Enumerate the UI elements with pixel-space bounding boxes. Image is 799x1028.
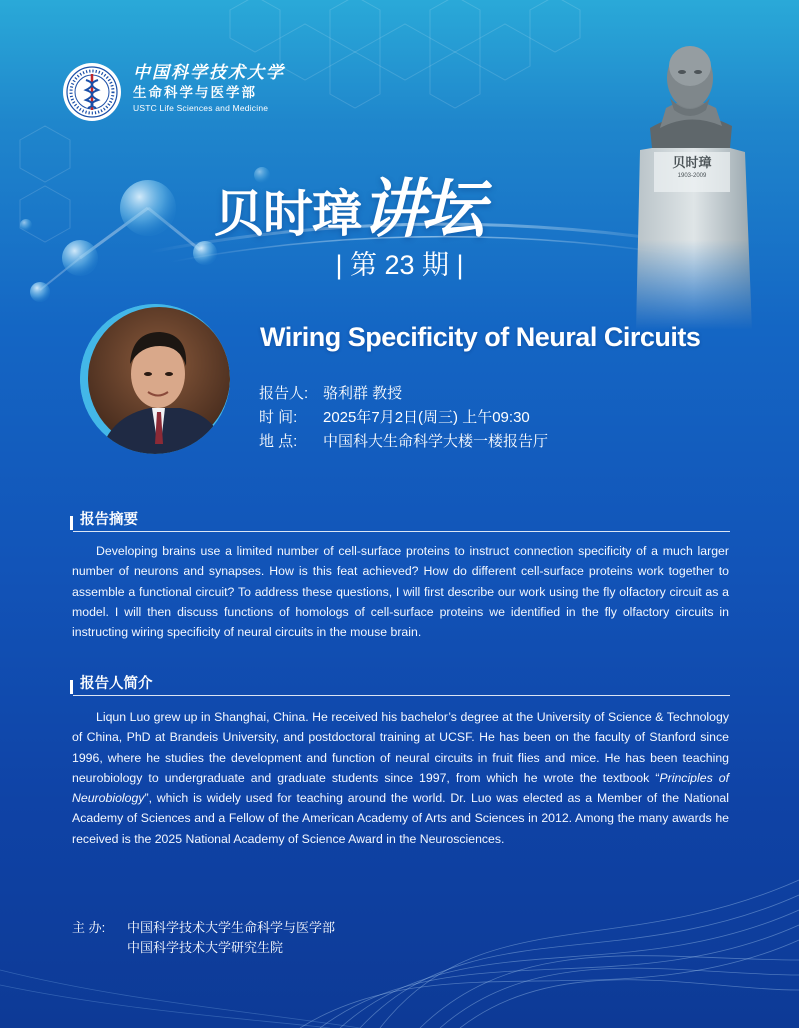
heading-marker xyxy=(70,680,73,694)
series-name: 贝时璋 xyxy=(214,185,361,243)
bio-heading xyxy=(70,672,730,694)
lecture-series-title xyxy=(214,158,481,250)
host-line1: 中国科学技术大学生命科学与医学部 xyxy=(127,920,336,935)
series-calligraphy: 讲坛 xyxy=(361,172,481,247)
org-name-en: USTC Life Sciences and Medicine xyxy=(133,103,269,113)
abstract-text: Developing brains use a limited number of cell-surface proteins to instruct connection specificity of a much larger number of neurons and synapses. How is this feat achieved? How do different cell-surface proteins work together to assemble a functional circuit? To address these questions, I will first describe our work using the fly olfactory circuit as a model. I will then discuss functions of homologs of cell-surface proteins we identified in the fly olfactory circuits in instructing wiring specificity of neural circuits in the mouse brain. xyxy=(72,544,729,640)
place-row xyxy=(259,430,548,451)
host-block xyxy=(72,918,335,958)
heading-divider xyxy=(73,531,730,532)
heading-divider xyxy=(73,695,730,696)
abstract-heading xyxy=(70,508,730,530)
bio-book-title: Principles of Neurobiology xyxy=(72,770,730,806)
heading-marker xyxy=(70,516,73,530)
statue-name: 贝时璋 xyxy=(672,156,712,171)
time-label: 时 间: xyxy=(259,409,298,426)
issue-number: | 第 23 期 | xyxy=(335,250,464,280)
org-name-calligraphy: 中国科学技术大学 xyxy=(133,63,285,83)
bio-text-part2: ”, which is widely used for teaching around the world. Dr. Luo was elected as a Member of the National Academy of Sciences and a Fellow of the American Academy of Arts and Sciences in 2012. Among the many awards he received is the 2025 National Academy of Science Award in the Neurosciences. xyxy=(72,791,729,846)
org-name-cn: 生命科学与医学部 xyxy=(133,85,257,100)
ustc-logo-icon xyxy=(62,62,122,122)
speaker-value: 骆利群 教授 xyxy=(323,385,403,402)
host-line2: 中国科学技术大学研究生院 xyxy=(127,940,284,955)
bio-heading-text: 报告人简介 xyxy=(80,676,153,692)
talk-title: Wiring Specificity of Neural Circuits xyxy=(260,322,701,352)
speaker-photo-image xyxy=(80,304,230,454)
place-value: 中国科大生命科学大楼一楼报告厅 xyxy=(323,433,549,450)
host-label: 主 办: xyxy=(72,920,106,935)
bio-text-part1: Liqun Luo grew up in Shanghai, China. He received his bachelor’s degree at the University of Science & Technology of China, PhD at Brandeis University, and postdoctoral training at UCSF. He has been on the faculty of Stanford since 1996, where he studies the development and function of neural circuits in fruit flies and mice. He has been teaching neurobiology to undergraduate and graduate students since 1997, from which he wrote the textbook “ xyxy=(72,710,729,785)
place-label: 地 点: xyxy=(259,433,298,450)
time-row xyxy=(259,406,530,427)
abstract-heading-text: 报告摘要 xyxy=(80,512,138,528)
speaker-label: 报告人: xyxy=(259,385,309,402)
speaker-row xyxy=(259,382,402,403)
org-name-block xyxy=(133,62,285,114)
statue-years: 1903-2009 xyxy=(677,173,707,179)
statue-name-plate xyxy=(658,156,726,180)
speaker-portrait xyxy=(80,304,230,454)
bio-text xyxy=(72,707,729,849)
time-value: 2025年7月2日(周三) 上午09:30 xyxy=(323,409,530,426)
